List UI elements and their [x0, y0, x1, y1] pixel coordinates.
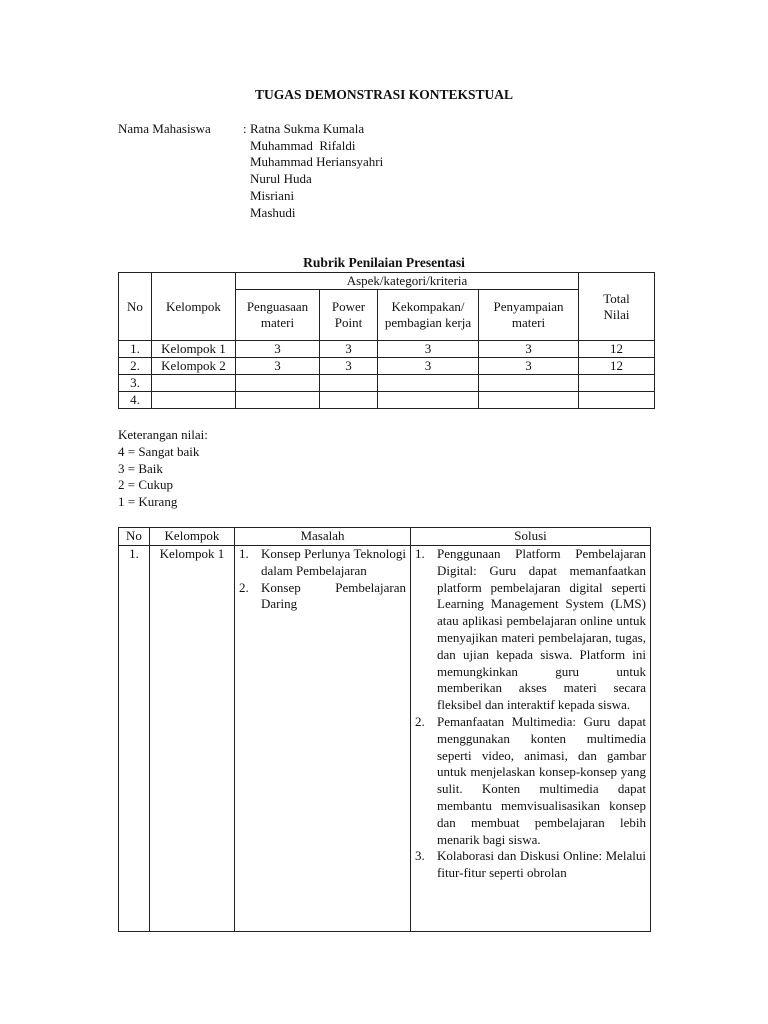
- solution-cell: [411, 546, 651, 932]
- rubric-header-aspect: Aspek/kategori/kriteria: [236, 273, 579, 290]
- list-number: 2.: [239, 579, 249, 595]
- legend-item: 3 = Baik: [118, 460, 163, 476]
- row-score: [320, 375, 378, 392]
- row-total: 12: [579, 358, 655, 375]
- problem-text: Konsep Pembelajaran Daring: [261, 579, 406, 612]
- row-no: 3.: [119, 375, 152, 392]
- row-score: 3: [320, 358, 378, 375]
- row-score: 3: [479, 341, 579, 358]
- rubric-header-total: Total Nilai: [579, 273, 655, 341]
- row-group: Kelompok 1: [152, 341, 236, 358]
- row-group: Kelompok 1: [150, 546, 235, 932]
- solution-list: [411, 546, 650, 882]
- row-no: 1.: [119, 546, 150, 932]
- list-number: 2.: [415, 713, 425, 729]
- rubric-header-group: Kelompok: [152, 273, 236, 341]
- rubric-header-no: No: [119, 273, 152, 341]
- problem-solution-table: [118, 527, 651, 932]
- problem-list: [235, 546, 410, 613]
- row-group: [152, 392, 236, 409]
- row-score: 3: [236, 358, 320, 375]
- row-total: 12: [579, 341, 655, 358]
- solution-header-solution: Solusi: [411, 528, 651, 546]
- rubric-table: [118, 272, 655, 409]
- problem-cell: [235, 546, 411, 932]
- solution-text: Kolaborasi dan Diskusi Online: Melalui fitur-fitur seperti obrolan: [437, 848, 646, 881]
- solution-header-no: No: [119, 528, 150, 546]
- row-score: 3: [320, 341, 378, 358]
- rubric-header-criterion: Penguasaan materi: [236, 290, 320, 341]
- label-separator: :: [243, 121, 247, 136]
- row-score: [236, 392, 320, 409]
- legend-item: 2 = Cukup: [118, 477, 174, 493]
- table-row: [119, 392, 655, 409]
- row-score: [236, 375, 320, 392]
- list-item: [235, 546, 406, 580]
- row-total: [579, 392, 655, 409]
- solution-header-problem: Masalah: [235, 528, 411, 546]
- row-no: 1.: [119, 341, 152, 358]
- legend-item: 4 = Sangat baik: [118, 443, 200, 459]
- row-score: 3: [479, 358, 579, 375]
- row-group: [152, 375, 236, 392]
- row-score: [378, 392, 479, 409]
- legend-item: 1 = Kurang: [118, 494, 178, 510]
- score-legend: [118, 427, 208, 511]
- list-number: 3.: [415, 848, 425, 864]
- solution-header-group: Kelompok: [150, 528, 235, 546]
- document-title: TUGAS DEMONSTRASI KONTEKSTUAL: [254, 87, 514, 102]
- row-score: [479, 375, 579, 392]
- row-group: Kelompok 2: [152, 358, 236, 375]
- rubric-header-criterion: Penyampaian materi: [479, 290, 579, 341]
- table-row: [119, 358, 655, 375]
- row-score: 3: [378, 341, 479, 358]
- list-item: [411, 714, 646, 848]
- student-name: Ratna Sukma Kumala: [250, 121, 365, 136]
- row-total: [579, 375, 655, 392]
- problem-text: Konsep Perlunya Teknologi dalam Pembelajaran: [261, 546, 406, 578]
- solution-text: Pemanfaatan Multimedia: Guru dapat menggunakan konten multimedia seperti video, animasi, dan gambar untuk menjelaskan konsep-konsep yang sulit. Konten multimedia dapat membantu memvisualisasikan konsep dan membuat pembelajaran lebih menarik bagi siswa.: [437, 713, 646, 847]
- table-row: [119, 375, 655, 392]
- list-item: [235, 580, 406, 614]
- list-item: [411, 848, 646, 882]
- list-number: 1.: [239, 546, 249, 561]
- student-name: Mashudi: [250, 204, 296, 220]
- student-names-list: [250, 121, 383, 221]
- row-score: [378, 375, 479, 392]
- rubric-title: Rubrik Penilaian Presentasi: [303, 255, 465, 270]
- row-score: 3: [378, 358, 479, 375]
- student-name: Nurul Huda: [250, 171, 312, 187]
- rubric-header-criterion: Power Point: [320, 290, 378, 341]
- row-no: 2.: [119, 358, 152, 375]
- student-names-label: Nama Mahasiswa: [118, 121, 211, 136]
- legend-heading: Keterangan nilai:: [118, 427, 208, 442]
- table-row: [119, 546, 651, 932]
- list-number: 1.: [415, 546, 425, 561]
- row-no: 4.: [119, 392, 152, 409]
- row-score: [479, 392, 579, 409]
- rubric-header-criterion: Kekompakan/ pembagian kerja: [378, 290, 479, 341]
- row-score: 3: [236, 341, 320, 358]
- list-item: [411, 546, 646, 714]
- solution-text: Penggunaan Platform Pembelajaran Digital: Guru dapat memanfaatkan platform pembelajaran digital seperti Learning Management System (LMS) atau aplikasi pembelajaran online untuk menyajikan materi pembelajaran, tugas, dan ujian kepada siswa. Platform ini memungkinkan guru untuk memberikan akses materi secara fleksibel dan interaktif kepada siswa.: [437, 546, 646, 713]
- student-name: Misriani: [250, 187, 295, 203]
- table-row: [119, 341, 655, 358]
- row-score: [320, 392, 378, 409]
- student-name: Muhammad Rifaldi: [250, 137, 356, 153]
- student-name: Muhammad Heriansyahri: [250, 154, 384, 170]
